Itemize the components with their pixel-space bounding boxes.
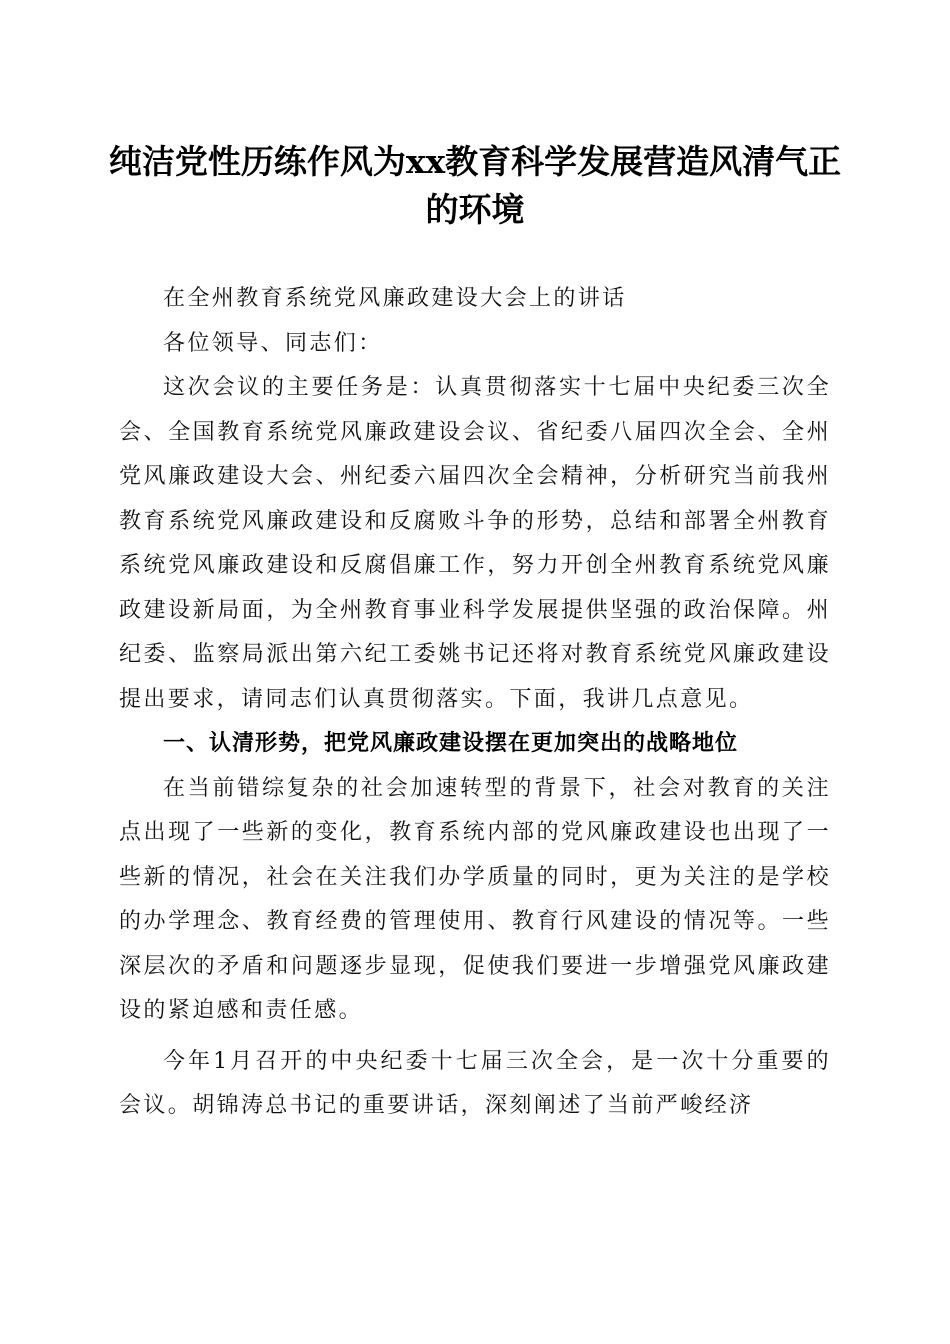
intro-paragraph: 这次会议的主要任务是：认真贯彻落实十七届中央纪委三次全会、全国教育系统党风廉政建设会议、省纪委八届四次全会、全州党风廉政建设大会、州纪委六届四次全会精神，分析研究当前我州教育系统党风廉政建设和反腐败斗争的形势，总结和部署全州教育系统党风廉政建设和反腐倡廉工作，努力开创全州教育系统党风廉政建设新局面，为全州教育事业科学发展提供坚强的政治保障。州纪委、监察局派出第六纪工委姚书记还将对教育系统党风廉政建设提出要求，请同志们认真贯彻落实。下面，我讲几点意见。 [119, 375, 831, 712]
section-1-paragraph-1: 在当前错综复杂的社会加速转型的背景下，社会对教育的关注点出现了一些新的变化，教育系统内部的党风廉政建设也出现了一些新的情况，社会在关注我们办学质量的同时，更为关注的是学校的办学理念、教育经费的管理使用、教育行风建设的情况等。一些深层次的矛盾和问题逐步显现，促使我们要进一步增强党风廉政建设的紧迫感和责任感。 [119, 775, 831, 1023]
document-body [119, 277, 831, 1129]
salutation: 各位领导、同志们： [163, 330, 383, 356]
document-title: 纯洁党性历练作风为xx教育科学发展营造风清气正的环境 [108, 142, 842, 229]
section-1-paragraph-2: 今年1月召开的中央纪委十七届三次全会，是一次十分重要的会议。胡锦涛总书记的重要讲话，深刻阐述了当前严峻经济 [119, 1048, 831, 1118]
section-heading-1: 一、认清形势，把党风廉政建设摆在更加突出的战略地位 [163, 731, 739, 756]
speech-subtitle: 在全州教育系统党风廉政建设大会上的讲话 [163, 286, 627, 311]
